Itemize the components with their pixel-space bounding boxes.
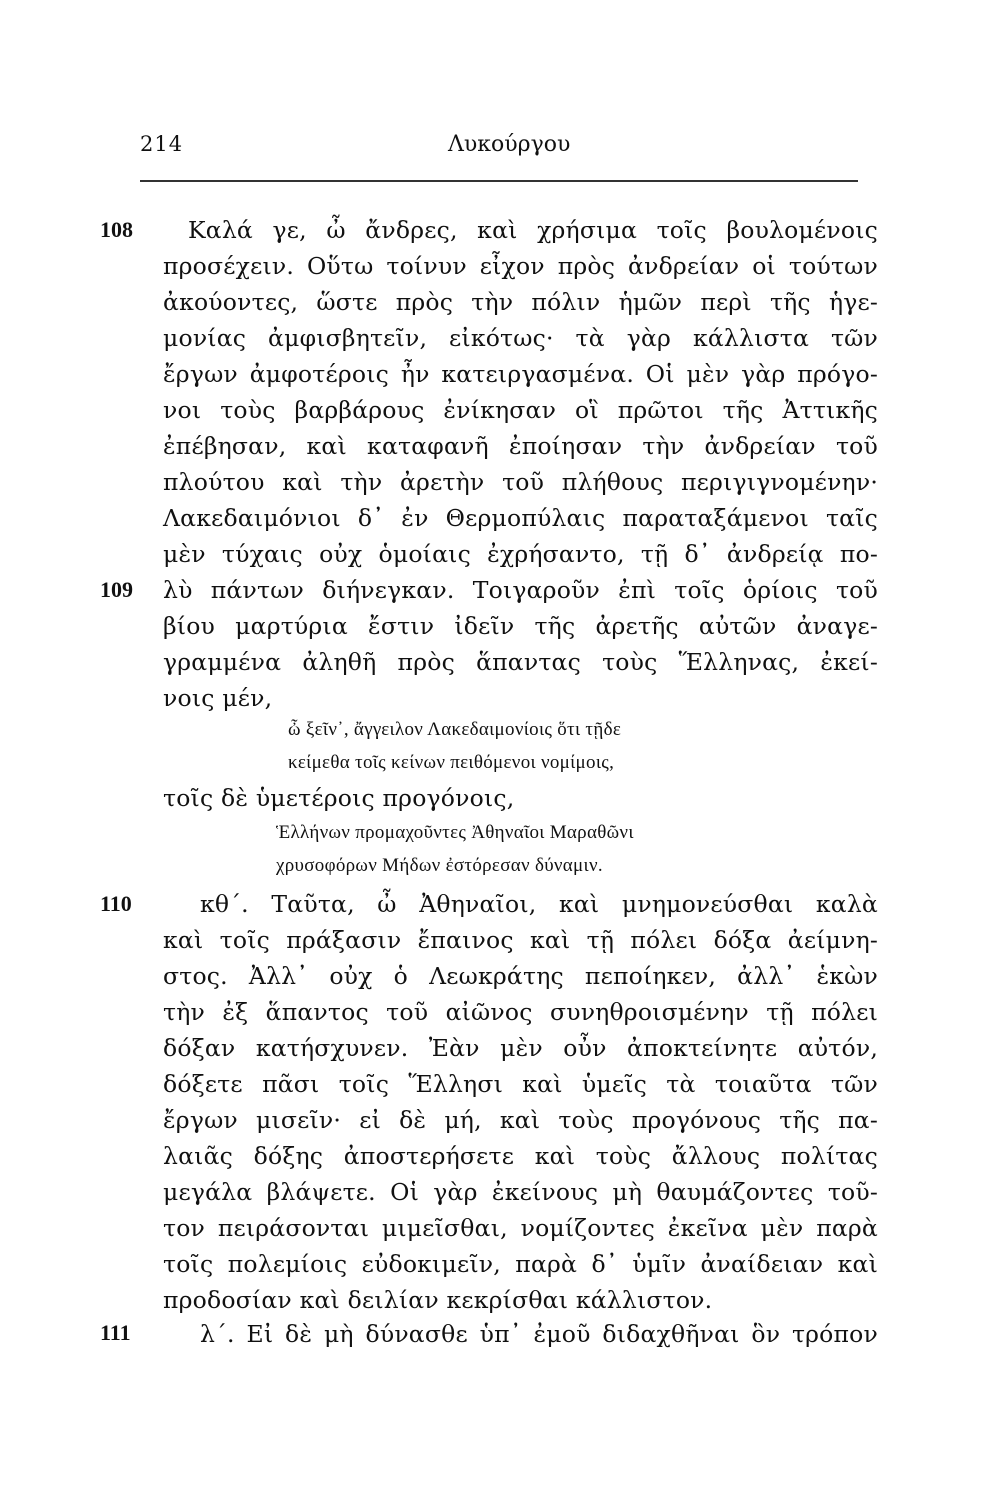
text-line: πλούτου καὶ τὴν ἀρετὴν τοῦ πλήθους περιγιγνομένην· — [163, 468, 878, 496]
page-header — [140, 128, 870, 168]
epigram-line: ὦ ξεῖν᾽, ἄγγειλον Λακεδαιμονίοις ὅτι τῇδε — [288, 719, 622, 740]
text-line: λὺ πάντων διήνεγκαν. Τοιγαροῦν ἐπὶ τοῖς ὁρίοις τοῦ — [163, 576, 878, 604]
running-head: Λυκούργου — [448, 132, 571, 157]
header-rule — [140, 180, 858, 182]
text-line: στος. Ἀλλ᾽ οὐχ ὁ Λεωκράτης πεποίηκεν, ἀλλ᾽ ἑκὼν — [163, 962, 878, 990]
text-line: προσέχειν. Οὕτω τοίνυν εἶχον πρὸς ἀνδρείαν οἱ τούτων — [163, 252, 878, 280]
section-number: 110 — [100, 891, 132, 916]
text-line: λ΄. Εἰ δὲ μὴ δύνασθε ὑπ᾽ ἐμοῦ διδαχθῆναι ὃν τρόπον — [200, 1320, 878, 1348]
text-line: μονίας ἀμφισβητεῖν, εἰκότως· τὰ γὰρ κάλλιστα τῶν — [163, 324, 878, 352]
section-number: 109 — [100, 577, 133, 602]
text-line: γραμμένα ἀληθῆ πρὸς ἅπαντας τοὺς Ἕλληνας, ἐκεί- — [163, 648, 878, 676]
epigram-line: Ἑλλήνων προμαχοῦντες Ἀθηναῖοι Μαραθῶνι — [276, 822, 634, 843]
text-line: μὲν τύχαις οὐχ ὁμοίαις ἐχρήσαντο, τῇ δ᾽ ἀνδρείᾳ πο- — [163, 540, 878, 568]
text-line: τοῖς δὲ ὑμετέροις προγόνοις, — [163, 784, 515, 812]
epigram-line: χρυσοφόρων Μήδων ἐστόρεσαν δύναμιν. — [276, 855, 603, 876]
text-line: ἔργων μισεῖν· εἰ δὲ μή, καὶ τοὺς προγόνους τῆς πα- — [163, 1106, 878, 1134]
section-number: 111 — [100, 1320, 131, 1345]
text-line: καὶ τοῖς πράξασιν ἔπαινος καὶ τῇ πόλει δόξα ἀείμνη- — [163, 926, 878, 954]
text-line: λαιᾶς δόξης ἀποστερήσετε καὶ τοὺς ἄλλους πολίτας — [163, 1142, 878, 1170]
page-number: 214 — [140, 132, 184, 156]
text-line: ἐπέβησαν, καὶ καταφανῆ ἐποίησαν τὴν ἀνδρείαν τοῦ — [163, 432, 878, 460]
text-line: νοι τοὺς βαρβάρους ἐνίκησαν οἳ πρῶτοι τῆς Ἀττικῆς — [163, 396, 878, 424]
text-line: δόξετε πᾶσι τοῖς Ἕλλησι καὶ ὑμεῖς τὰ τοιαῦτα τῶν — [163, 1070, 878, 1098]
text-line: τὴν ἐξ ἅπαντος τοῦ αἰῶνος συνηθροισμένην τῇ πόλει — [163, 998, 878, 1026]
text-line: βίου μαρτύρια ἔστιν ἰδεῖν τῆς ἀρετῆς αὐτῶν ἀναγε- — [163, 612, 878, 640]
text-line: μεγάλα βλάψετε. Οἱ γὰρ ἐκείνους μὴ θαυμάζοντες τοῦ- — [163, 1178, 878, 1206]
text-line: τοῖς πολεμίοις εὐδοκιμεῖν, παρὰ δ᾽ ὑμῖν ἀναίδειαν καὶ — [163, 1250, 878, 1278]
epigram-line: κείμεθα τοῖς κείνων πειθόμενοι νομίμοις, — [288, 752, 615, 773]
section-number: 108 — [100, 217, 133, 242]
text-line: κθ΄. Ταῦτα, ὦ Ἀθηναῖοι, καὶ μνημονεύσθαι καλὰ — [200, 890, 878, 918]
text-line: Λακεδαιμόνιοι δ᾽ ἐν Θερμοπύλαις παραταξάμενοι ταῖς — [163, 504, 878, 532]
text-line: τον πειράσονται μιμεῖσθαι, νομίζοντες ἐκεῖνα μὲν παρὰ — [163, 1214, 878, 1242]
text-line: δόξαν κατήσχυνεν. Ἐὰν μὲν οὖν ἀποκτείνητε αὐτόν, — [163, 1034, 878, 1062]
text-line: προδοσίαν καὶ δειλίαν κεκρίσθαι κάλλιστον. — [163, 1286, 713, 1314]
text-line: νοις μέν, — [163, 684, 273, 712]
text-line: ἀκούοντες, ὥστε πρὸς τὴν πόλιν ἡμῶν περὶ τῆς ἡγε- — [163, 288, 878, 316]
text-line: Καλά γε, ὦ ἄνδρες, καὶ χρήσιμα τοῖς βουλομένοις — [188, 216, 878, 244]
text-line: ἔργων ἀμφοτέροις ἦν κατειργασμένα. Οἱ μὲν γὰρ πρόγο- — [163, 360, 878, 388]
